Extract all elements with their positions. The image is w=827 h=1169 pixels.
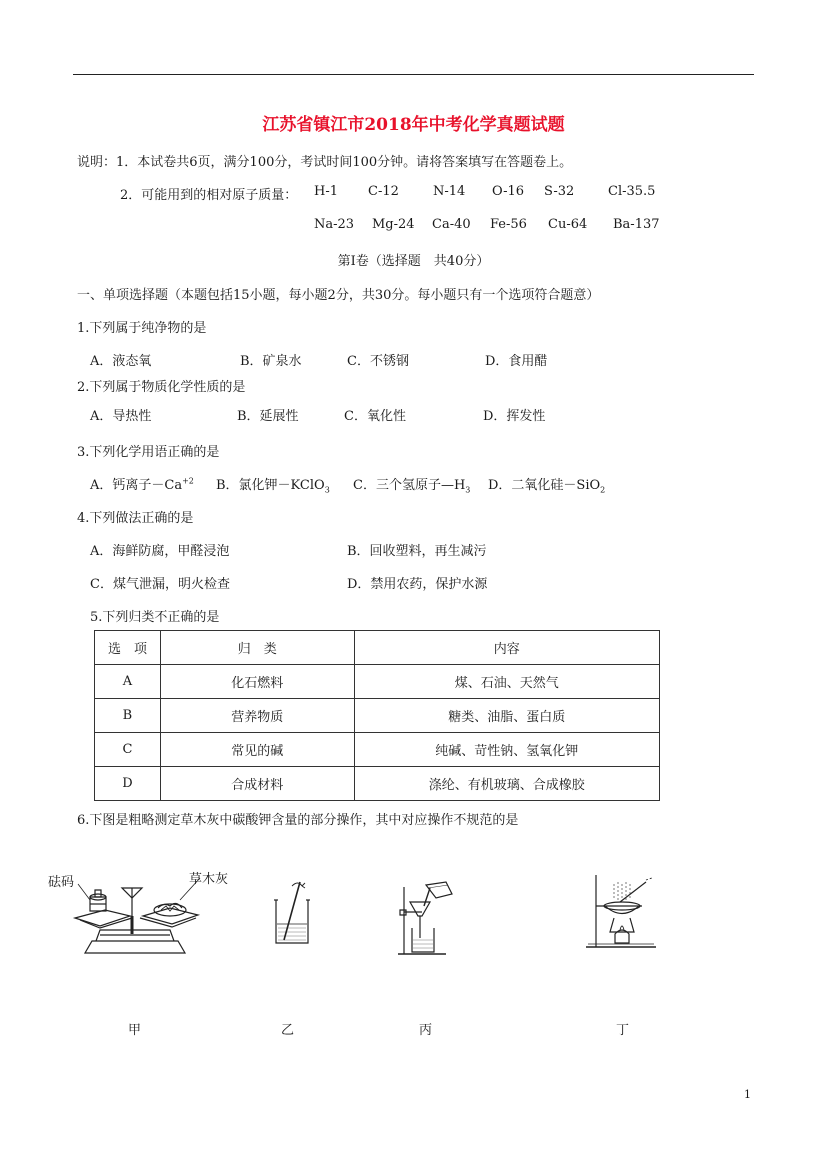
table-cell: 纯碱、苛性钠、氢氧化钾 [354, 733, 659, 767]
table-cell: 化石燃料 [160, 665, 354, 699]
table-header-cell: 选 项 [95, 631, 161, 665]
label-plant-ash: 草木灰 [189, 872, 229, 887]
figure-balance-illustration [60, 878, 210, 958]
mass-na: Na-23 [314, 217, 355, 232]
q3-option-d: D．二氧化硅－SiO$_2$ [488, 478, 606, 495]
mass-ca: Ca-40 [432, 217, 471, 232]
classification-table [94, 630, 660, 801]
table-header-cell: 归 类 [160, 631, 354, 665]
q2-option-d: D．挥发性 [483, 409, 546, 424]
q4-option-d: D．禁用农药，保护水源 [347, 577, 488, 592]
q1-option-b: B．矿泉水 [240, 354, 302, 369]
table-header-row [95, 631, 660, 665]
table-cell: C [95, 733, 161, 767]
question-1-stem: 1.下列属于纯净物的是 [77, 321, 207, 336]
q1-option-d: D．食用醋 [485, 354, 548, 369]
question-4-stem: 4.下列做法正确的是 [77, 511, 194, 526]
mass-s: S-32 [544, 184, 575, 199]
table-cell: D [95, 767, 161, 801]
q3-option-c: C．三个氢原子$—H_3$ [353, 478, 471, 495]
q4-option-a: A．海鲜防腐，甲醛浸泡 [90, 544, 230, 559]
mass-cu: Cu-64 [548, 217, 588, 232]
table-row [95, 767, 660, 801]
question-5-stem: 5.下列归类不正确的是 [90, 610, 220, 625]
page-title: 江苏省镇江市2018年中考化学真题试题 [262, 115, 565, 135]
q4-option-b: B．回收塑料，再生减污 [347, 544, 487, 559]
mass-fe: Fe-56 [490, 217, 527, 232]
table-cell: 营养物质 [160, 699, 354, 733]
table-row [95, 665, 660, 699]
caption-jia: 甲 [128, 1023, 142, 1038]
table-cell: B [95, 699, 161, 733]
page-number: 1 [744, 1088, 751, 1101]
mass-c: C-12 [368, 184, 399, 199]
mass-n: N-14 [433, 184, 466, 199]
caption-yi: 乙 [281, 1023, 295, 1038]
table-cell: 煤、石油、天然气 [354, 665, 659, 699]
figure-filtration-illustration [396, 882, 458, 957]
figure-evaporation-illustration [584, 872, 659, 952]
caption-ding: 丁 [616, 1023, 630, 1038]
q1-option-a: A．液态氧 [90, 354, 152, 369]
mass-ba: Ba-137 [613, 217, 660, 232]
instructions-line-2: 2．可能用到的相对原子质量： [120, 188, 298, 203]
mass-h: H-1 [314, 184, 339, 199]
question-6-stem: 6.下图是粗略测定草木灰中碳酸钾含量的部分操作，其中对应操作不规范的是 [77, 813, 519, 828]
q2-option-c: C．氧化性 [344, 409, 406, 424]
mass-cl: Cl-35.5 [608, 184, 656, 199]
q3-option-b: B．氯化钾－KClO$_3$ [216, 478, 330, 495]
q3-option-a: A．钙离子$-Ca^{+2}$ [90, 476, 194, 493]
table-cell: 涤纶、有机玻璃、合成橡胶 [354, 767, 659, 801]
part-heading: 第Ⅰ卷（选择题 共40分） [337, 254, 490, 269]
header-rule [73, 74, 754, 75]
table-cell: 常见的碱 [160, 733, 354, 767]
table-row [95, 699, 660, 733]
instructions-line-1: 说明：1．本试卷共6页，满分100分，考试时间100分钟。请将答案填写在答题卷上。 [77, 155, 573, 170]
q2-option-a: A．导热性 [90, 409, 152, 424]
q4-option-c: C．煤气泄漏，明火检查 [90, 577, 230, 592]
mass-mg: Mg-24 [372, 217, 415, 232]
figure-stirring-illustration [270, 880, 320, 945]
table-cell: 合成材料 [160, 767, 354, 801]
mass-o: O-16 [492, 184, 525, 199]
table-cell: A [95, 665, 161, 699]
section-heading: 一、单项选择题（本题包括15小题，每小题2分，共30分。每小题只有一个选项符合题意） [77, 288, 600, 303]
table-cell: 糖类、油脂、蛋白质 [354, 699, 659, 733]
q1-option-c: C．不锈钢 [347, 354, 409, 369]
question-2-stem: 2.下列属于物质化学性质的是 [77, 380, 246, 395]
caption-bing: 丙 [419, 1023, 433, 1038]
table-header-cell: 内容 [354, 631, 659, 665]
table-row [95, 733, 660, 767]
label-weights: 砝码 [48, 875, 75, 890]
q2-option-b: B．延展性 [237, 409, 299, 424]
question-3-stem: 3.下列化学用语正确的是 [77, 445, 220, 460]
